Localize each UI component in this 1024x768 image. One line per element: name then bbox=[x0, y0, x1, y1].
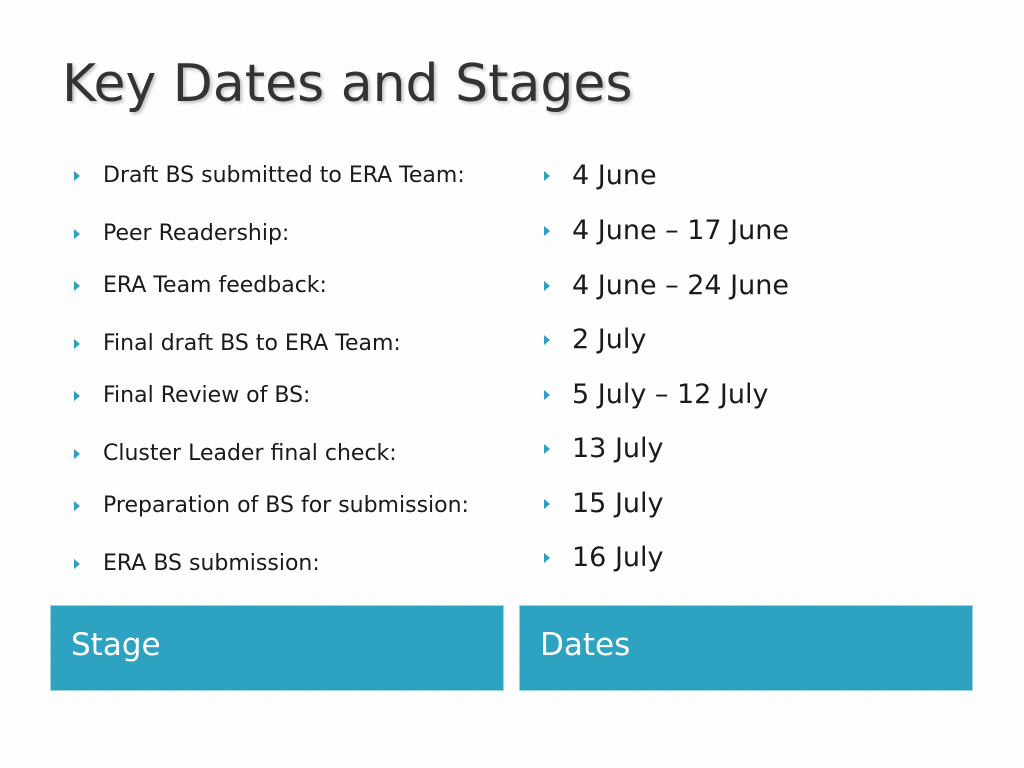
date-label: 2 July bbox=[572, 324, 647, 355]
date-label: 16 July bbox=[572, 542, 664, 573]
stage-label: Peer Readership: bbox=[103, 221, 290, 246]
stage-label: Cluster Leader final check: bbox=[103, 441, 397, 466]
date-label: 4 June – 24 June bbox=[572, 270, 789, 301]
date-label: 4 June bbox=[572, 160, 657, 191]
triangle-bullet-icon bbox=[544, 171, 550, 181]
stage-label: ERA BS submission: bbox=[103, 551, 320, 576]
date-label: 4 June – 17 June bbox=[572, 215, 789, 246]
stage-label: Draft BS submitted to ERA Team: bbox=[103, 163, 465, 188]
triangle-bullet-icon bbox=[544, 499, 550, 509]
dates-header-box bbox=[519, 605, 973, 691]
triangle-bullet-icon bbox=[544, 390, 550, 400]
slide-title: Key Dates and Stages bbox=[62, 54, 633, 114]
stage-header-label: Stage bbox=[71, 627, 161, 663]
triangle-bullet-icon bbox=[544, 226, 550, 236]
triangle-bullet-icon bbox=[74, 229, 80, 239]
date-label: 15 July bbox=[572, 488, 664, 519]
triangle-bullet-icon bbox=[544, 553, 550, 563]
stage-header-box bbox=[50, 605, 504, 691]
dates-header-label: Dates bbox=[540, 627, 631, 663]
stage-label: Final draft BS to ERA Team: bbox=[103, 331, 401, 356]
triangle-bullet-icon bbox=[74, 559, 80, 569]
triangle-bullet-icon bbox=[74, 281, 80, 291]
triangle-bullet-icon bbox=[544, 335, 550, 345]
triangle-bullet-icon bbox=[544, 444, 550, 454]
triangle-bullet-icon bbox=[74, 171, 80, 181]
triangle-bullet-icon bbox=[74, 449, 80, 459]
stage-label: ERA Team feedback: bbox=[103, 273, 327, 298]
stage-label: Final Review of BS: bbox=[103, 383, 311, 408]
triangle-bullet-icon bbox=[544, 281, 550, 291]
triangle-bullet-icon bbox=[74, 339, 80, 349]
triangle-bullet-icon bbox=[74, 391, 80, 401]
date-label: 5 July – 12 July bbox=[572, 379, 769, 410]
triangle-bullet-icon bbox=[74, 501, 80, 511]
date-label: 13 July bbox=[572, 433, 664, 464]
stage-label: Preparation of BS for submission: bbox=[103, 493, 469, 518]
